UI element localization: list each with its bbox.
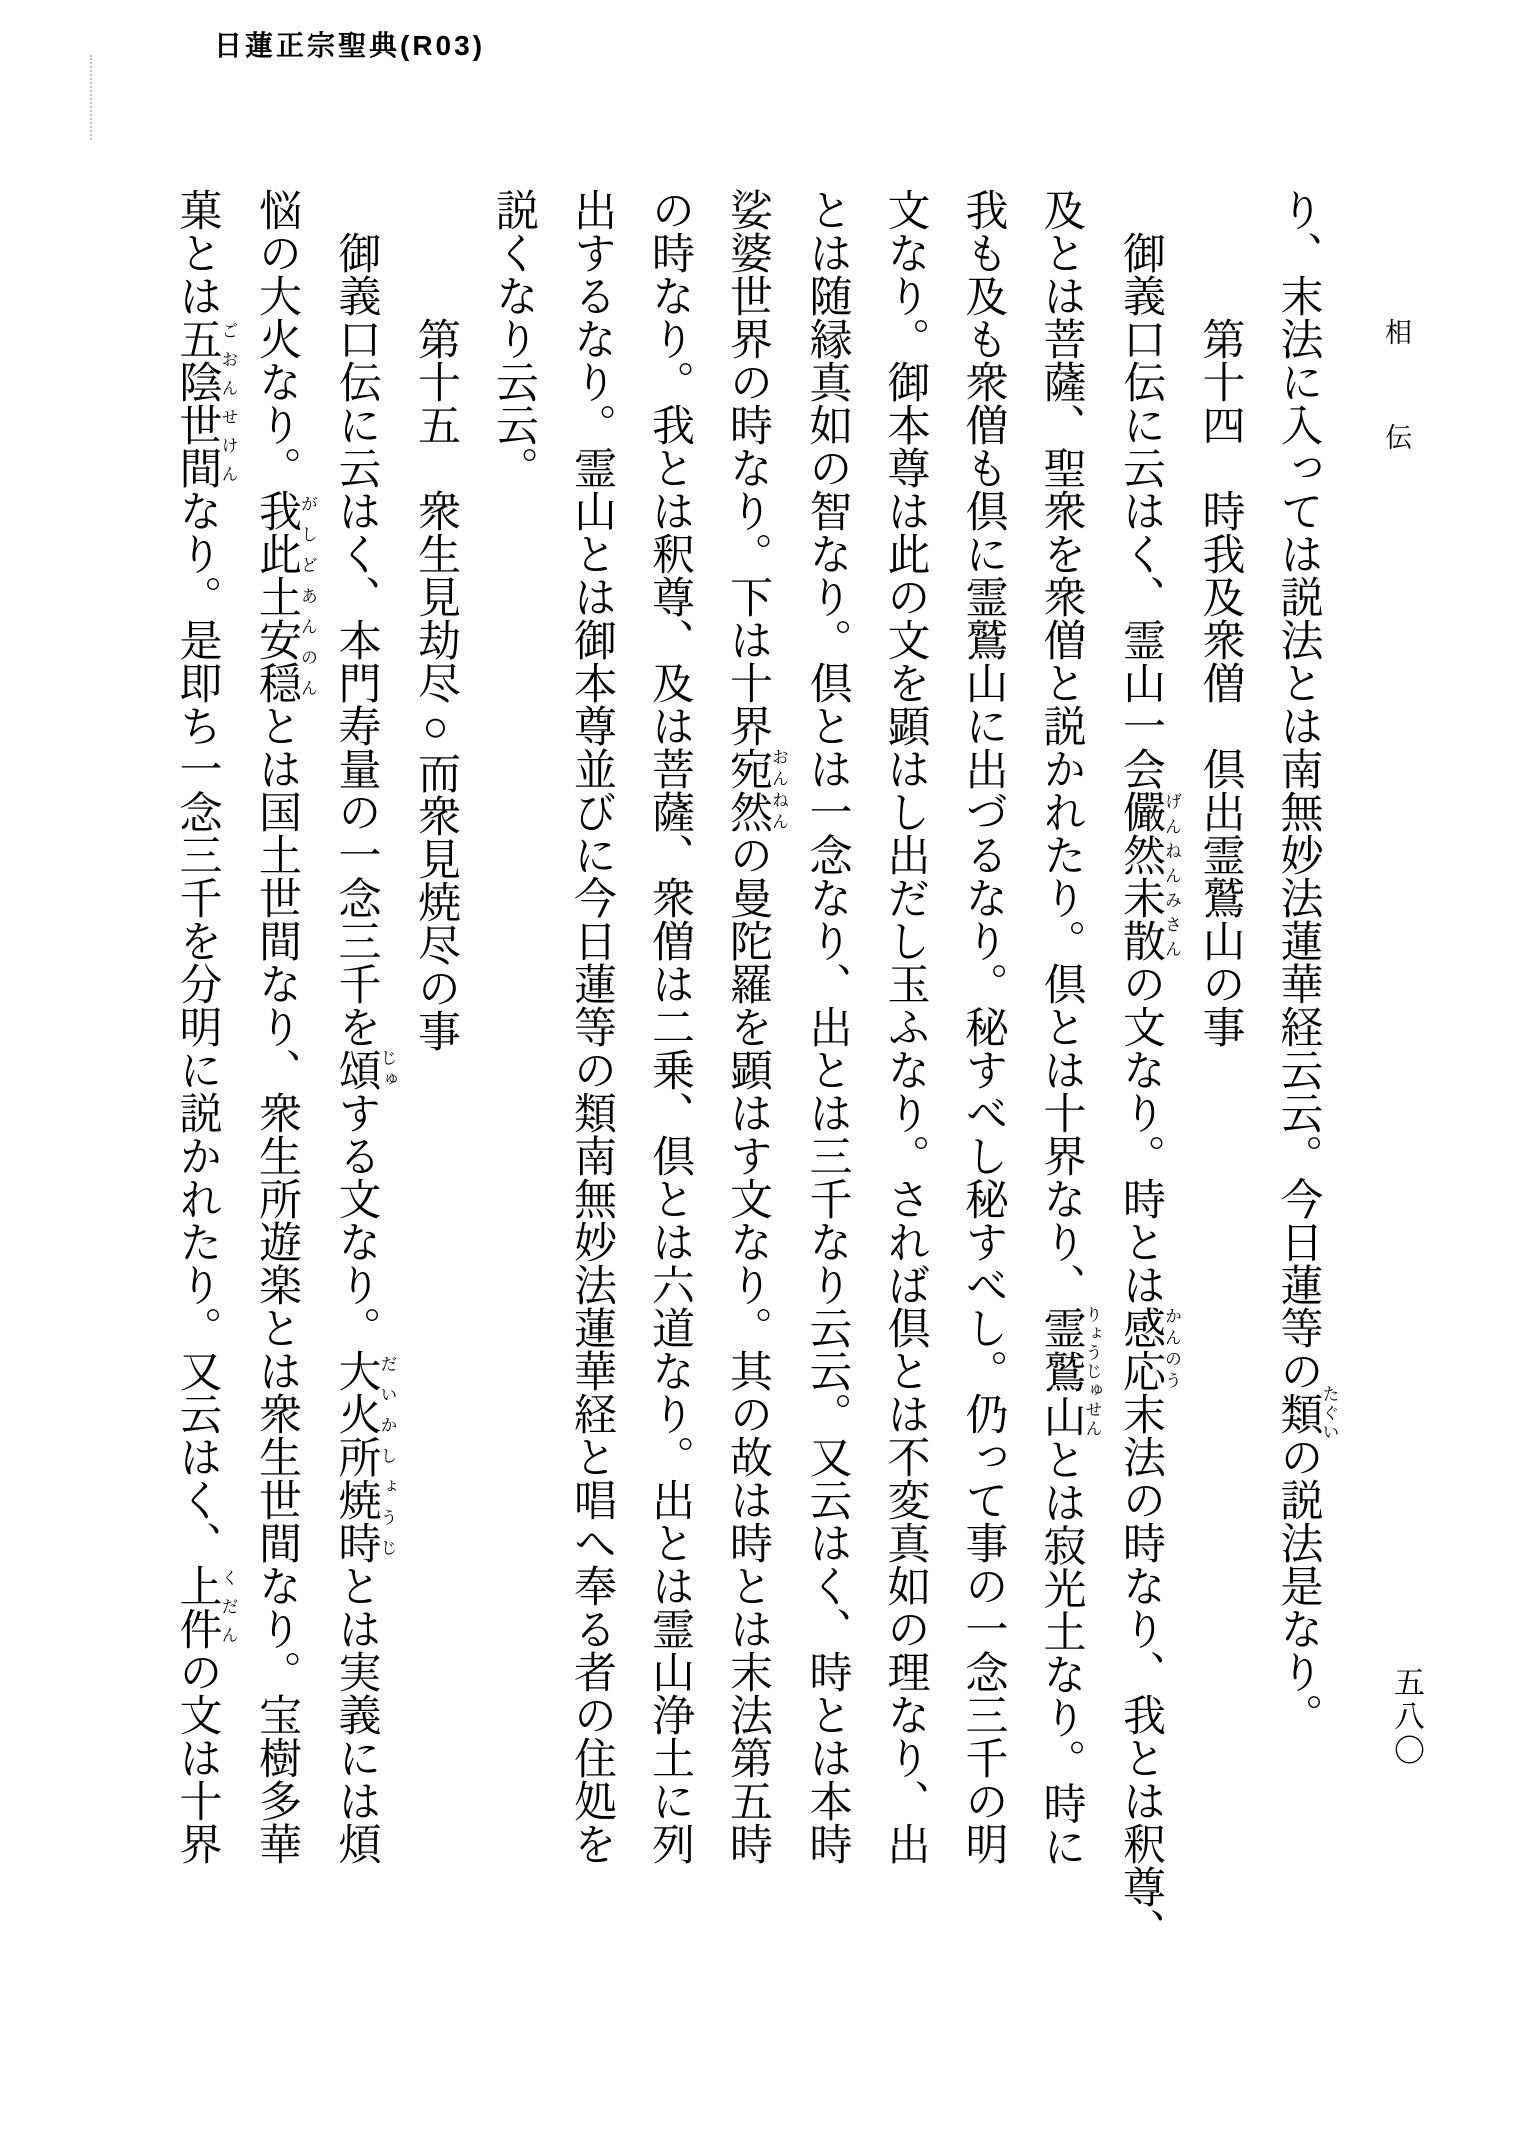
text-column: とは随縁真如の智なり。倶とは一念なり、出とは三千なり云云。又云はく、時とは本時 bbox=[803, 188, 851, 1865]
ruby-annotated-term: 上件くだん bbox=[173, 1564, 238, 1650]
text-column: 御義口伝に云はく、本門寿量の一念三千を頌じゅする文なり。大火所焼時だいかしょうじとは実義には煩 bbox=[332, 231, 397, 1865]
ruby-annotated-term: 頌じゅ bbox=[332, 1048, 397, 1091]
text-column: 説くなり云云。 bbox=[490, 188, 537, 489]
section-heading-column: 第十四 時我及衆僧 倶出霊鷲山の事 bbox=[1196, 317, 1244, 1048]
page-number: 五八〇 bbox=[1389, 1666, 1424, 1768]
text-column: 御義口伝に云はく、霊山一会儼然未散げんねんみさんの文なり。時とは感応かんのう末法の時なり、我とは釈尊、 bbox=[1117, 231, 1181, 1951]
furigana: ごおんせけん bbox=[218, 317, 238, 489]
text-column: の時なり。我とは釈尊、及は菩薩、衆僧は二乗、倶とは六道なり。出とは霊山浄土に列 bbox=[646, 188, 693, 1865]
ruby-annotated-term: 宛然おんねん bbox=[724, 747, 788, 833]
furigana: がしどあんのん bbox=[298, 489, 317, 704]
section-heading-column: 第十五 衆生見劫尽○而衆見焼尽の事 bbox=[412, 317, 459, 1052]
main-text-block bbox=[158, 188, 1339, 1988]
ruby-annotated-term: 類たぐい bbox=[1274, 1385, 1339, 1442]
text-column: 我も及も衆僧も倶に霊鷲山に出づるなり。秘すべし秘すべし。仍って事の一念三千の明 bbox=[959, 188, 1007, 1865]
furigana: りょうじゅせん bbox=[1082, 1305, 1102, 1439]
text-column: り、末法に入っては説法とは南無妙法蓮華経云云。今日蓮等の類たぐいの説法是なり。 bbox=[1274, 188, 1339, 1736]
furigana: げんねんみさん bbox=[1162, 790, 1181, 962]
text-column: 文なり。御本尊は此の文を顕はし出だし玉ふなり。されば倶とは不変真如の理なり、出 bbox=[881, 188, 929, 1865]
ruby-annotated-term: 儼然未散げんねんみさん bbox=[1117, 790, 1181, 962]
document-title-header: 日蓮正宗聖典(R03) bbox=[214, 30, 486, 61]
ruby-annotated-term: 霊鷲山りょうじゅせん bbox=[1037, 1305, 1102, 1439]
ruby-annotated-term: 我此土安穏がしどあんのん bbox=[253, 489, 317, 704]
furigana: じゅ bbox=[377, 1048, 397, 1091]
furigana: かんのう bbox=[1162, 1306, 1181, 1392]
scan-artifact bbox=[90, 55, 92, 140]
running-head: 相伝 bbox=[1381, 318, 1411, 528]
text-column: 菓とは五陰世間ごおんせけんなり。是即ち一念三千を分明に説かれたり。又云はく、上件くだんの文は十界 bbox=[173, 188, 238, 1865]
furigana: たぐい bbox=[1319, 1385, 1339, 1442]
text-column: 出するなり。霊山とは御本尊並びに今日蓮等の類南無妙法蓮華経と唱へ奉る者の住処を bbox=[568, 188, 615, 1865]
furigana: だいかしょうじ bbox=[377, 1349, 397, 1564]
text-column: 悩の大火なり。我此土安穏がしどあんのんとは国土世間なり、衆生所遊楽とは衆生世間なり。宝樹多華 bbox=[253, 188, 317, 1865]
furigana: くだん bbox=[218, 1564, 238, 1650]
text-column: 及とは菩薩、聖衆を衆僧と説かれたり。倶とは十界なり、霊鷲山りょうじゅせんとは寂光土なり。時に bbox=[1037, 188, 1102, 1868]
ruby-annotated-term: 大火所焼時だいかしょうじ bbox=[332, 1349, 397, 1564]
text-column: 娑婆世界の時なり。下は十界宛然おんねんの曼陀羅を顕はす文なり。其の故は時とは末法第五時 bbox=[724, 188, 788, 1865]
furigana: おんねん bbox=[769, 747, 788, 833]
ruby-annotated-term: 五陰世間ごおんせけん bbox=[173, 317, 238, 489]
ruby-annotated-term: 感応かんのう bbox=[1117, 1306, 1181, 1392]
